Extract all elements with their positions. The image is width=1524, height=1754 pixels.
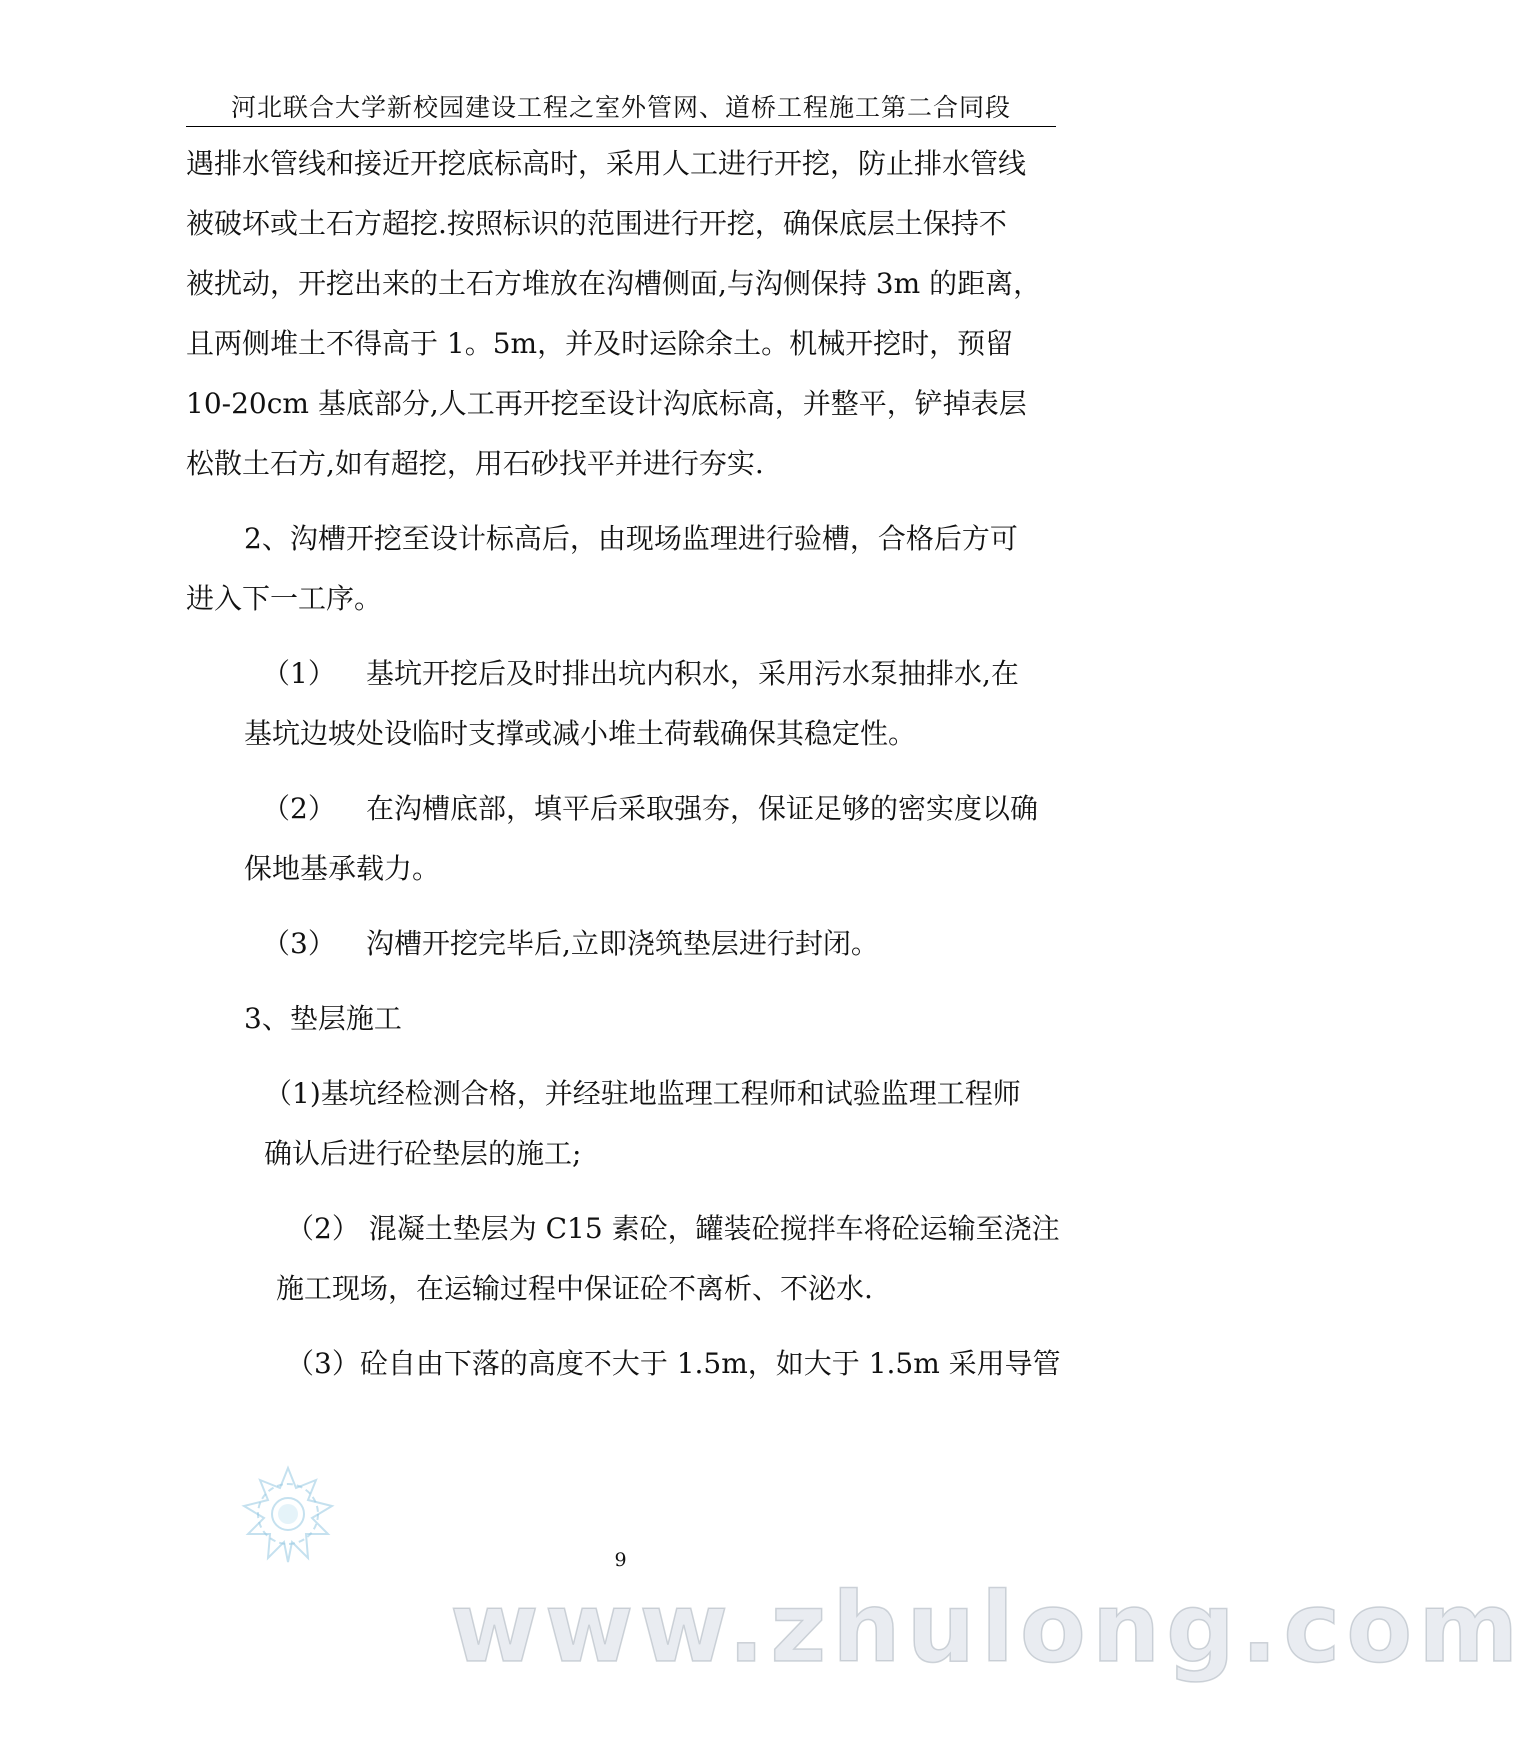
watermark-text: www.zhulong.com — [450, 1572, 1524, 1684]
paragraph-line: 被扰动，开挖出来的土石方堆放在沟槽侧面,与沟侧保持 3m 的距离， — [186, 267, 1042, 300]
list-item-text: 基坑开挖后及时排出坑内积水，采用污水泵抽排水,在 — [366, 657, 1019, 690]
list-item-text: 保地基承载力。 — [244, 852, 441, 885]
list-item-text: 在沟槽底部，填平后采取强夯，保证足够的密实度以确 — [366, 792, 1039, 825]
list-item-text: （2） 混凝土垫层为 C15 素砼，罐装砼搅拌车将砼运输至浇注 — [286, 1212, 1060, 1245]
list-item-text: （3）砼自由下落的高度不大于 1.5m，如大于 1.5m 采用导管 — [286, 1347, 1061, 1380]
list-item-text: （1)基坑经检测合格，并经驻地监理工程师和试验监理工程师 — [264, 1077, 1021, 1110]
paragraph-line: 遇排水管线和接近开挖底标高时，采用人工进行开挖，防止排水管线 — [186, 147, 1027, 180]
header-divider — [186, 126, 1056, 127]
page-number: 9 — [614, 1549, 627, 1571]
section-2-line: 2、沟槽开挖至设计标高后，由现场监理进行验槽，合格后方可 — [244, 522, 1018, 555]
section-3-heading: 3、垫层施工 — [244, 1002, 402, 1035]
paragraph-line: 且两侧堆土不得高于 1。5m，并及时运除余土。机械开挖时，预留 — [186, 327, 1014, 360]
paragraph-line: 松散土石方,如有超挖，用石砂找平并进行夯实. — [186, 447, 764, 480]
section-2-line: 进入下一工序。 — [186, 582, 383, 615]
paragraph-line: 10-20cm 基底部分,人工再开挖至设计沟底标高，并整平，铲掉表层 — [186, 387, 1027, 420]
list-item-label: （2） — [262, 792, 336, 825]
list-item-text: 沟槽开挖完毕后,立即浇筑垫层进行封闭。 — [366, 927, 879, 960]
list-item-label: （3） — [262, 927, 336, 960]
list-item-label: （1） — [262, 657, 336, 690]
list-item-text: 基坑边坡处设临时支撑或减小堆土荷载确保其稳定性。 — [244, 717, 917, 750]
paragraph-line: 被破坏或土石方超挖.按照标识的范围进行开挖，确保底层土保持不 — [186, 207, 1007, 240]
list-item-text: 确认后进行砼垫层的施工; — [264, 1137, 582, 1170]
list-item-text: 施工现场，在运输过程中保证砼不离析、不泌水. — [276, 1272, 873, 1305]
document-header-title: 河北联合大学新校园建设工程之室外管网、道桥工程施工第二合同段 — [230, 93, 1011, 122]
